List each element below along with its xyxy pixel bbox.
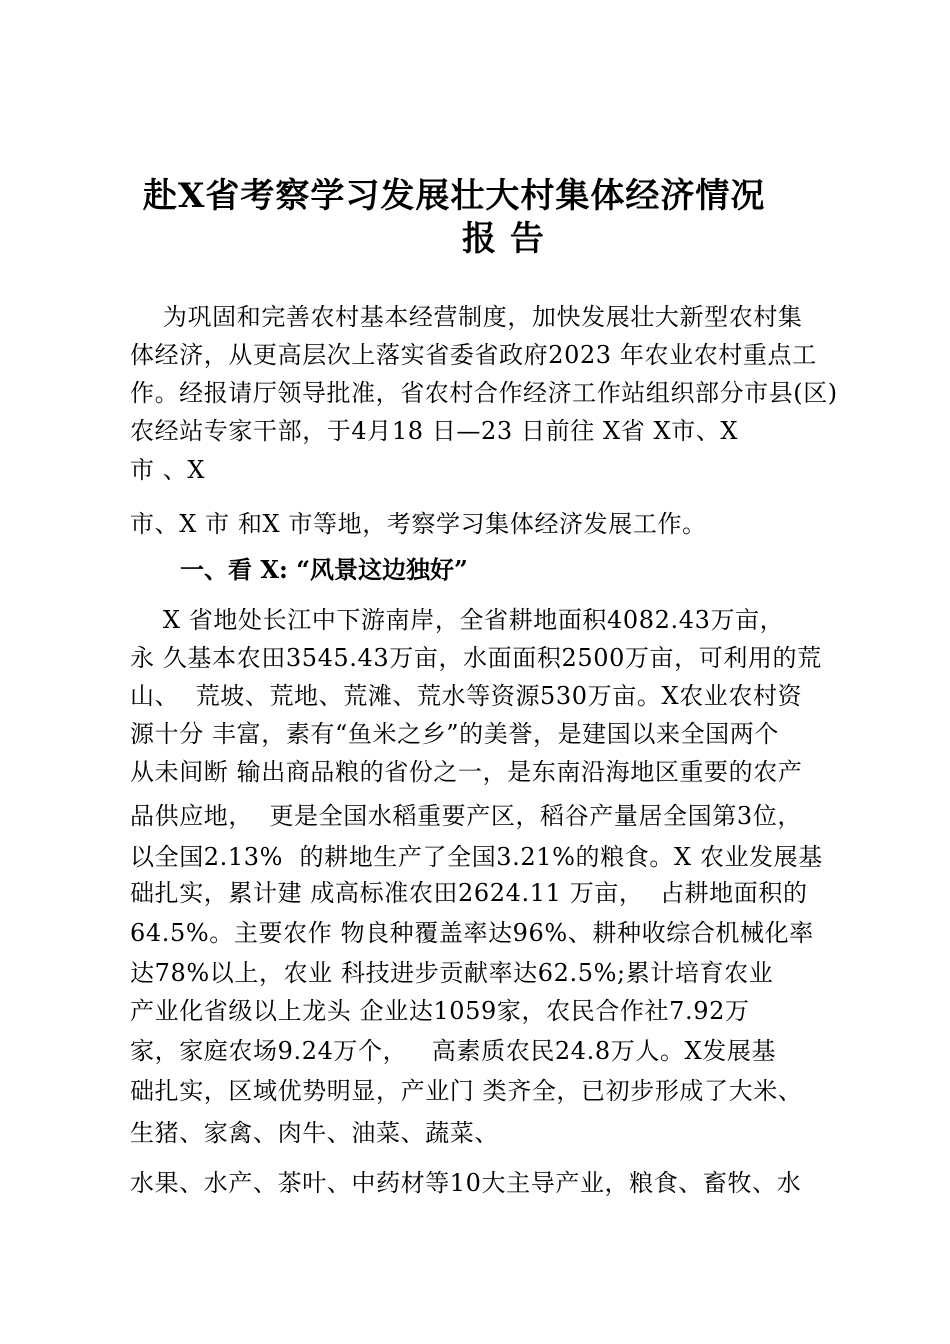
text-line: 为巩固和完善农村基本经营制度，加快发展壮大新型农村集 — [130, 303, 803, 331]
text-line: 水果、水产、茶叶、中药材等10大主导产业，粮食、畜牧、水 — [130, 1169, 802, 1197]
text-line: X 省地处长江中下游南岸，全省耕地面积4082.43万亩， — [130, 606, 785, 634]
document-title-line-2: 报 告 — [462, 219, 545, 259]
text-line: 山、 荒坡、荒地、荒滩、荒水等资源530万亩。X农业农村资 — [130, 682, 803, 710]
text-line: 生猪、家禽、肉牛、油菜、蔬菜、 — [130, 1119, 499, 1147]
text-line: 达78%以上，农业 科技进步贡献率达62.5%;累计培育农业 — [130, 959, 774, 987]
text-line: 础扎实，累计建 成高标准农田2624.11 万亩， 占耕地面积的 — [130, 879, 808, 907]
text-line: 品供应地， 更是全国水稻重要产区，稻谷产量居全国第3位， — [130, 802, 802, 830]
text-line: 家，家庭农场9.24万个， 高素质农民24.8万人。X发展基 — [130, 1037, 777, 1065]
text-line: 产业化省级以上龙头 企业达1059家，农民合作社7.92万 — [130, 997, 750, 1025]
text-line: 市、X 市 和X 市等地，考察学习集体经济发展工作。 — [130, 510, 707, 538]
text-line: 从未间断 输出商品粮的省份之一，是东南沿海地区重要的农产 — [130, 758, 803, 786]
text-line: 体经济，从更高层次上落实省委省政府2023 年农业农村重点工 — [130, 341, 817, 369]
text-line: 永 久基本农田3545.43万亩，水面面积2500万亩，可利用的荒 — [130, 644, 822, 672]
text-line: 源十分 丰富，素有“鱼米之乡”的美誉，是建国以来全国两个 — [130, 720, 779, 748]
text-line: 64.5%。主要农作 物良种覆盖率达96%、耕种收综合机械化率 — [130, 919, 814, 947]
text-line: 农经站专家干部，于4月18 日—23 日前往 X省 X市、X — [130, 417, 739, 445]
text-line: 作。经报请厅领导批准，省农村合作经济工作站组织部分市县(区) — [130, 379, 838, 407]
text-line: 础扎实，区域优势明显，产业门 类齐全，已初步形成了大米、 — [130, 1077, 803, 1105]
document-title-line-1: 赴X省考察学习发展壮大村集体经济情况 — [143, 176, 766, 216]
text-line: 以全国2.13% 的耕地生产了全国3.21%的粮食。X 农业发展基 — [130, 843, 823, 871]
text-line: 市 、X — [130, 456, 206, 484]
section-heading: 一、看 X: “风景这边独好” — [180, 555, 468, 584]
